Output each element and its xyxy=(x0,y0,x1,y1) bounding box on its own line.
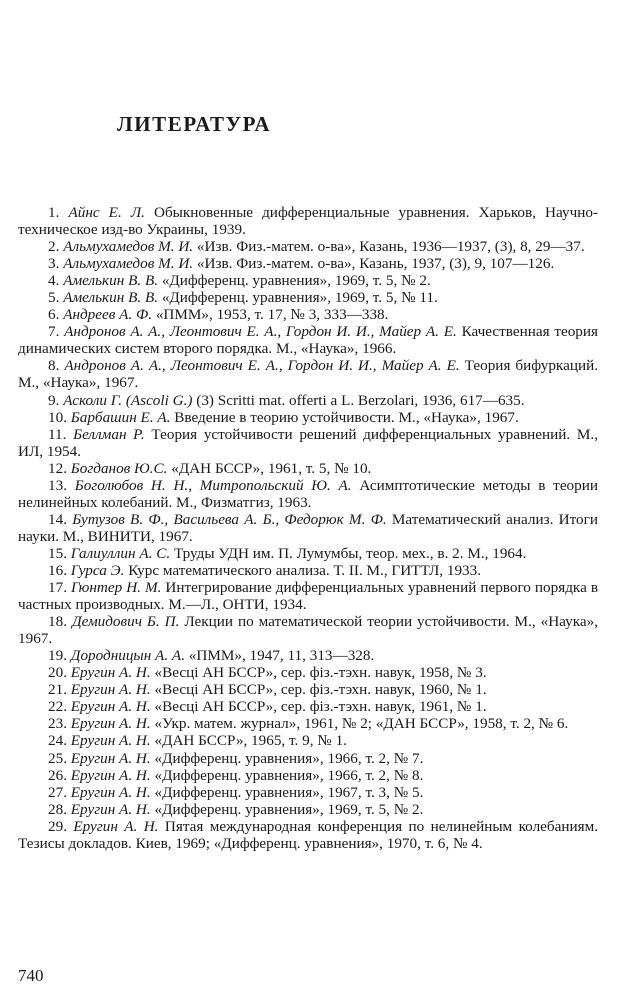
reference-number: 22. xyxy=(48,698,67,716)
reference-number: 26. xyxy=(48,766,67,784)
reference-entry xyxy=(18,801,598,818)
reference-entry xyxy=(18,732,598,749)
page-title: ЛИТЕРАТУРА xyxy=(117,112,272,136)
reference-number: 16. xyxy=(48,561,67,579)
reference-entry xyxy=(18,681,598,698)
reference-number: 29. xyxy=(48,817,67,835)
reference-authors: Андронов А. А., Леонтович Е. А., Гордон И. И., Майер А. Е. xyxy=(64,323,457,341)
reference-authors: Еругин А. Н. xyxy=(70,698,151,716)
reference-text: Введение в теорию устойчивости. М., «Наука», 1967. xyxy=(170,408,519,426)
reference-text: «Дифференц. уравнения», 1969, т. 5, № 2. xyxy=(150,800,424,818)
page-number: 740 xyxy=(18,966,44,985)
reference-authors: Галиуллин А. С. xyxy=(70,544,171,562)
reference-list xyxy=(18,204,598,852)
reference-number: 6. xyxy=(48,306,60,324)
reference-number: 9. xyxy=(48,391,60,409)
reference-text: «ДАН БССР», 1961, т. 5, № 10. xyxy=(167,459,372,477)
reference-text: Теория устойчивости решений дифференциальных уравнений. М., ИЛ, 1954. xyxy=(18,425,598,460)
reference-authors: Еругин А. Н. xyxy=(70,800,151,818)
reference-number: 15. xyxy=(48,544,67,562)
reference-text: «Дифференц. уравнения», 1969, т. 5, № 11. xyxy=(158,289,438,307)
reference-text: «Дифференц. уравнения», 1966, т. 2, № 7. xyxy=(150,749,424,767)
reference-text: «Изв. Физ.-матем. о-ва», Казань, 1937, (3), 9, 107—126. xyxy=(193,255,555,273)
reference-text: Математический анализ. Итоги науки. М., ВИНИТИ, 1967. xyxy=(18,510,599,545)
reference-number: 13. xyxy=(48,476,67,494)
reference-entry xyxy=(18,272,598,289)
reference-number: 28. xyxy=(48,800,67,818)
reference-number: 23. xyxy=(48,715,67,733)
reference-text: Асимптотические методы в теории нелинейных колебаний. М., Физматгиз, 1963. xyxy=(18,476,598,511)
reference-authors: Еругин А. Н. xyxy=(70,783,151,801)
reference-number: 17. xyxy=(48,579,67,597)
reference-text: Теория бифуркаций. М., «Наука», 1967. xyxy=(18,357,598,392)
reference-authors: Беллман Р. xyxy=(73,425,145,443)
reference-number: 5. xyxy=(48,289,60,307)
reference-entry xyxy=(18,289,598,306)
reference-text: «ДАН БССР», 1965, т. 9, № 1. xyxy=(150,732,347,750)
reference-entry xyxy=(18,664,598,681)
reference-entry xyxy=(18,784,598,801)
reference-number: 11. xyxy=(48,425,67,443)
reference-number: 18. xyxy=(48,613,67,631)
reference-entry xyxy=(18,511,598,545)
reference-authors: Бутузов В. Ф., Васильева А. Б., Федорюк М. Ф. xyxy=(72,510,387,528)
reference-authors: Дородницын А. А. xyxy=(70,647,185,665)
reference-authors: Андреев А. Ф. xyxy=(63,306,153,324)
reference-entry xyxy=(18,545,598,562)
reference-text: «Дифференц. уравнения», 1967, т. 3, № 5. xyxy=(150,783,424,801)
reference-number: 27. xyxy=(48,783,67,801)
reference-entry xyxy=(18,357,598,391)
reference-entry xyxy=(18,426,598,460)
reference-number: 10. xyxy=(48,408,67,426)
reference-authors: Айнс Е. Л. xyxy=(68,204,145,221)
reference-number: 12. xyxy=(48,459,67,477)
reference-entry xyxy=(18,238,598,255)
reference-authors: Амелькин В. В. xyxy=(63,272,159,290)
reference-authors: Боголюбов Н. Н., Митропольский Ю. А. xyxy=(74,476,352,494)
reference-authors: Барбашин Е. А. xyxy=(70,408,171,426)
reference-entry xyxy=(18,562,598,579)
reference-number: 4. xyxy=(48,272,60,290)
reference-text: Обыкновенные дифференциальные уравнения. Харьков, Научно-техническое изд-во Украины, 1939. xyxy=(18,204,599,239)
reference-authors: Альмухамедов М. И. xyxy=(63,238,194,256)
reference-number: 3. xyxy=(48,255,60,273)
reference-text: Качественная теория динамических систем второго порядка. М., «Наука», 1966. xyxy=(18,323,599,358)
reference-entry xyxy=(18,460,598,477)
reference-text: Пятая международная конференция по нелинейным колебаниям. Тезисы докладов. Киев, 1969; «Дифференц. уравнения», 1970, т. 6, № 4. xyxy=(18,817,599,852)
reference-entry xyxy=(18,818,598,852)
reference-authors: Еругин А. Н. xyxy=(70,749,151,767)
reference-authors: Богданов Ю.С. xyxy=(70,459,168,477)
reference-entry xyxy=(18,647,598,664)
reference-number: 14. xyxy=(48,510,67,528)
reference-authors: Альмухамедов М. И. xyxy=(63,255,194,273)
reference-number: 24. xyxy=(48,732,67,750)
reference-number: 1. xyxy=(48,204,60,221)
reference-text: «ПММ», 1953, т. 17, № 3, 333—338. xyxy=(152,306,389,324)
reference-authors: Еругин А. Н. xyxy=(70,664,151,682)
reference-entry xyxy=(18,698,598,715)
reference-authors: Еругин А. Н. xyxy=(70,681,151,699)
reference-text: «Укр. матем. журнал», 1961, № 2; «ДАН БССР», 1958, т. 2, № 6. xyxy=(150,715,569,733)
reference-entry xyxy=(18,477,598,511)
reference-text: «Дифференц. уравнения», 1969, т. 5, № 2. xyxy=(158,272,431,290)
reference-text: Лекции по математической теории устойчивости. М., «Наука», 1967. xyxy=(18,613,599,648)
reference-entry xyxy=(18,204,598,238)
reference-entry xyxy=(18,306,598,323)
reference-number: 21. xyxy=(48,681,67,699)
reference-entry xyxy=(18,613,598,647)
reference-entry xyxy=(18,579,598,613)
reference-text: «Весцi АН БССР», сер. фiз.-тэхн. навук, 1958, № 3. xyxy=(150,664,487,682)
reference-authors: Асколи Г. (Ascoli G.) xyxy=(63,391,193,409)
reference-text: «Дифференц. уравнения», 1966, т. 2, № 8. xyxy=(150,766,424,784)
reference-authors: Гюнтер Н. М. xyxy=(71,579,162,597)
reference-authors: Еругин А. Н. xyxy=(70,732,151,750)
reference-authors: Амелькин В. В. xyxy=(63,289,159,307)
reference-text: Интегрирование дифференциальных уравнений первого порядка в частных производных. М.—Л., ОНТИ, 1934. xyxy=(18,579,598,614)
reference-entry xyxy=(18,767,598,784)
reference-text: (3) Scritti mat. offerti a L. Berzolari, 1936, 617—635. xyxy=(192,391,525,409)
reference-text: «Весцi АН БССР», сер. фiз.-тэхн. навук, 1960, № 1. xyxy=(150,681,487,699)
reference-authors: Демидович Б. П. xyxy=(71,613,180,631)
reference-entry xyxy=(18,715,598,732)
reference-number: 20. xyxy=(48,664,67,682)
reference-authors: Андронов А. А., Леонтович Е. А., Гордон И. И., Майер А. Е. xyxy=(64,357,460,375)
reference-number: 25. xyxy=(48,749,67,767)
reference-number: 2. xyxy=(48,238,60,256)
reference-authors: Еругин А. Н. xyxy=(73,817,159,835)
reference-number: 7. xyxy=(48,323,60,341)
reference-authors: Еругин А. Н. xyxy=(70,766,151,784)
reference-text: «ПММ», 1947, 11, 313—328. xyxy=(185,647,375,665)
reference-text: «Изв. Физ.-матем. о-ва», Казань, 1936—1937, (3), 8, 29—37. xyxy=(193,238,585,256)
reference-number: 8. xyxy=(48,357,60,375)
reference-authors: Еругин А. Н. xyxy=(70,715,151,733)
reference-entry xyxy=(18,750,598,767)
reference-number: 19. xyxy=(48,647,67,665)
reference-text: «Весцi АН БССР», сер. фiз.-тэхн. навук, 1961, № 1. xyxy=(150,698,487,716)
reference-entry xyxy=(18,255,598,272)
reference-text: Труды УДН им. П. Лумумбы, теор. мех., в. 2. М., 1964. xyxy=(170,544,527,562)
reference-authors: Гурса Э. xyxy=(70,561,125,579)
reference-entry xyxy=(18,409,598,426)
reference-entry xyxy=(18,323,598,357)
reference-entry xyxy=(18,392,598,409)
reference-text: Курс математического анализа. Т. II. М., ГИТТЛ, 1933. xyxy=(124,561,482,579)
